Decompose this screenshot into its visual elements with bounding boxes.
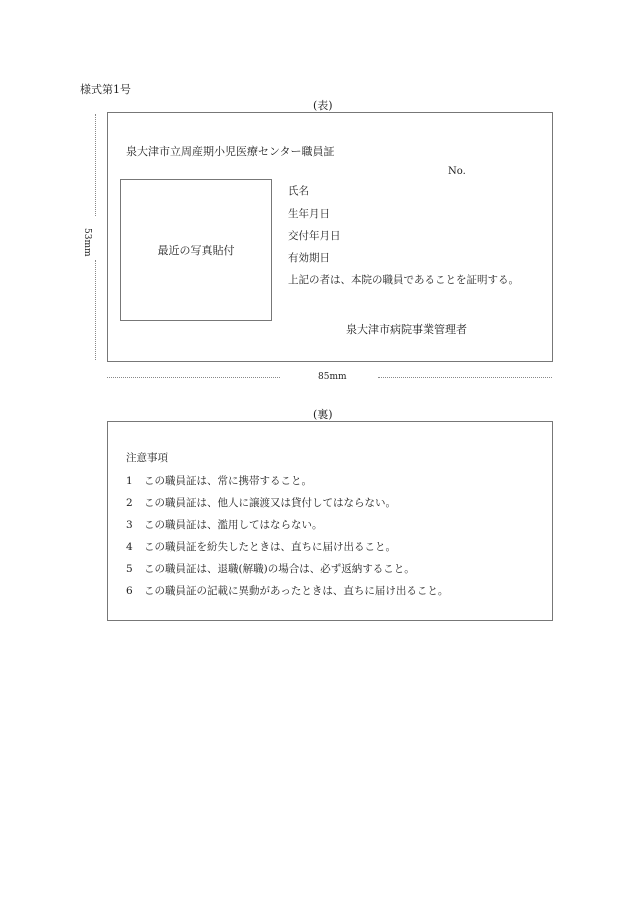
notes-title: 注意事項	[126, 452, 168, 464]
note-item	[126, 561, 415, 576]
height-dimension-line-top	[95, 114, 96, 216]
note-text: この職員証は、濫用してはならない。	[144, 519, 323, 531]
note-text: この職員証は、退職(解職)の場合は、必ず返納すること。	[144, 563, 415, 575]
field-issue-date-label: 交付年月日	[288, 230, 341, 242]
issuer-name: 泉大津市病院事業管理者	[346, 323, 467, 336]
note-item	[126, 495, 396, 510]
note-text: この職員証は、常に携帯すること。	[144, 475, 312, 487]
note-text: この職員証は、他人に譲渡又は貸付してはならない。	[144, 497, 396, 509]
width-dimension-line-right	[378, 377, 552, 378]
form-number: 様式第1号	[80, 83, 131, 96]
back-side-label: (裏)	[313, 408, 333, 421]
note-item	[126, 539, 396, 554]
note-number: 4	[126, 541, 133, 553]
note-item	[126, 473, 312, 488]
note-text: この職員証の記載に異動があったときは、直ちに届け出ること。	[144, 585, 449, 597]
width-dimension-label: 85mm	[318, 372, 347, 382]
field-expiry-date-label: 有効期日	[288, 252, 330, 264]
note-number: 1	[126, 475, 133, 487]
height-dimension-line-bottom	[95, 260, 96, 360]
note-item	[126, 517, 323, 532]
note-text: この職員証を紛失したときは、直ちに届け出ること。	[144, 541, 396, 553]
note-number: 5	[126, 563, 133, 575]
width-dimension-line-left	[107, 377, 280, 378]
note-number: 6	[126, 585, 133, 597]
id-card-back	[107, 421, 553, 621]
field-birthdate-label: 生年月日	[288, 208, 330, 220]
certification-text: 上記の者は、本院の職員であることを証明する。	[288, 274, 519, 286]
note-number: 2	[126, 497, 133, 509]
front-side-label: (表)	[313, 99, 333, 112]
id-card-front	[107, 112, 553, 362]
note-number: 3	[126, 519, 133, 531]
note-item	[126, 583, 448, 598]
photo-placeholder-box	[120, 179, 272, 321]
card-number-label: No.	[448, 166, 466, 177]
photo-placeholder-label: 最近の写真貼付	[157, 244, 235, 257]
height-dimension-label: 53mm	[82, 228, 92, 257]
field-name-label: 氏名	[288, 185, 309, 197]
card-title: 泉大津市立周産期小児医療センター職員証	[126, 145, 335, 158]
